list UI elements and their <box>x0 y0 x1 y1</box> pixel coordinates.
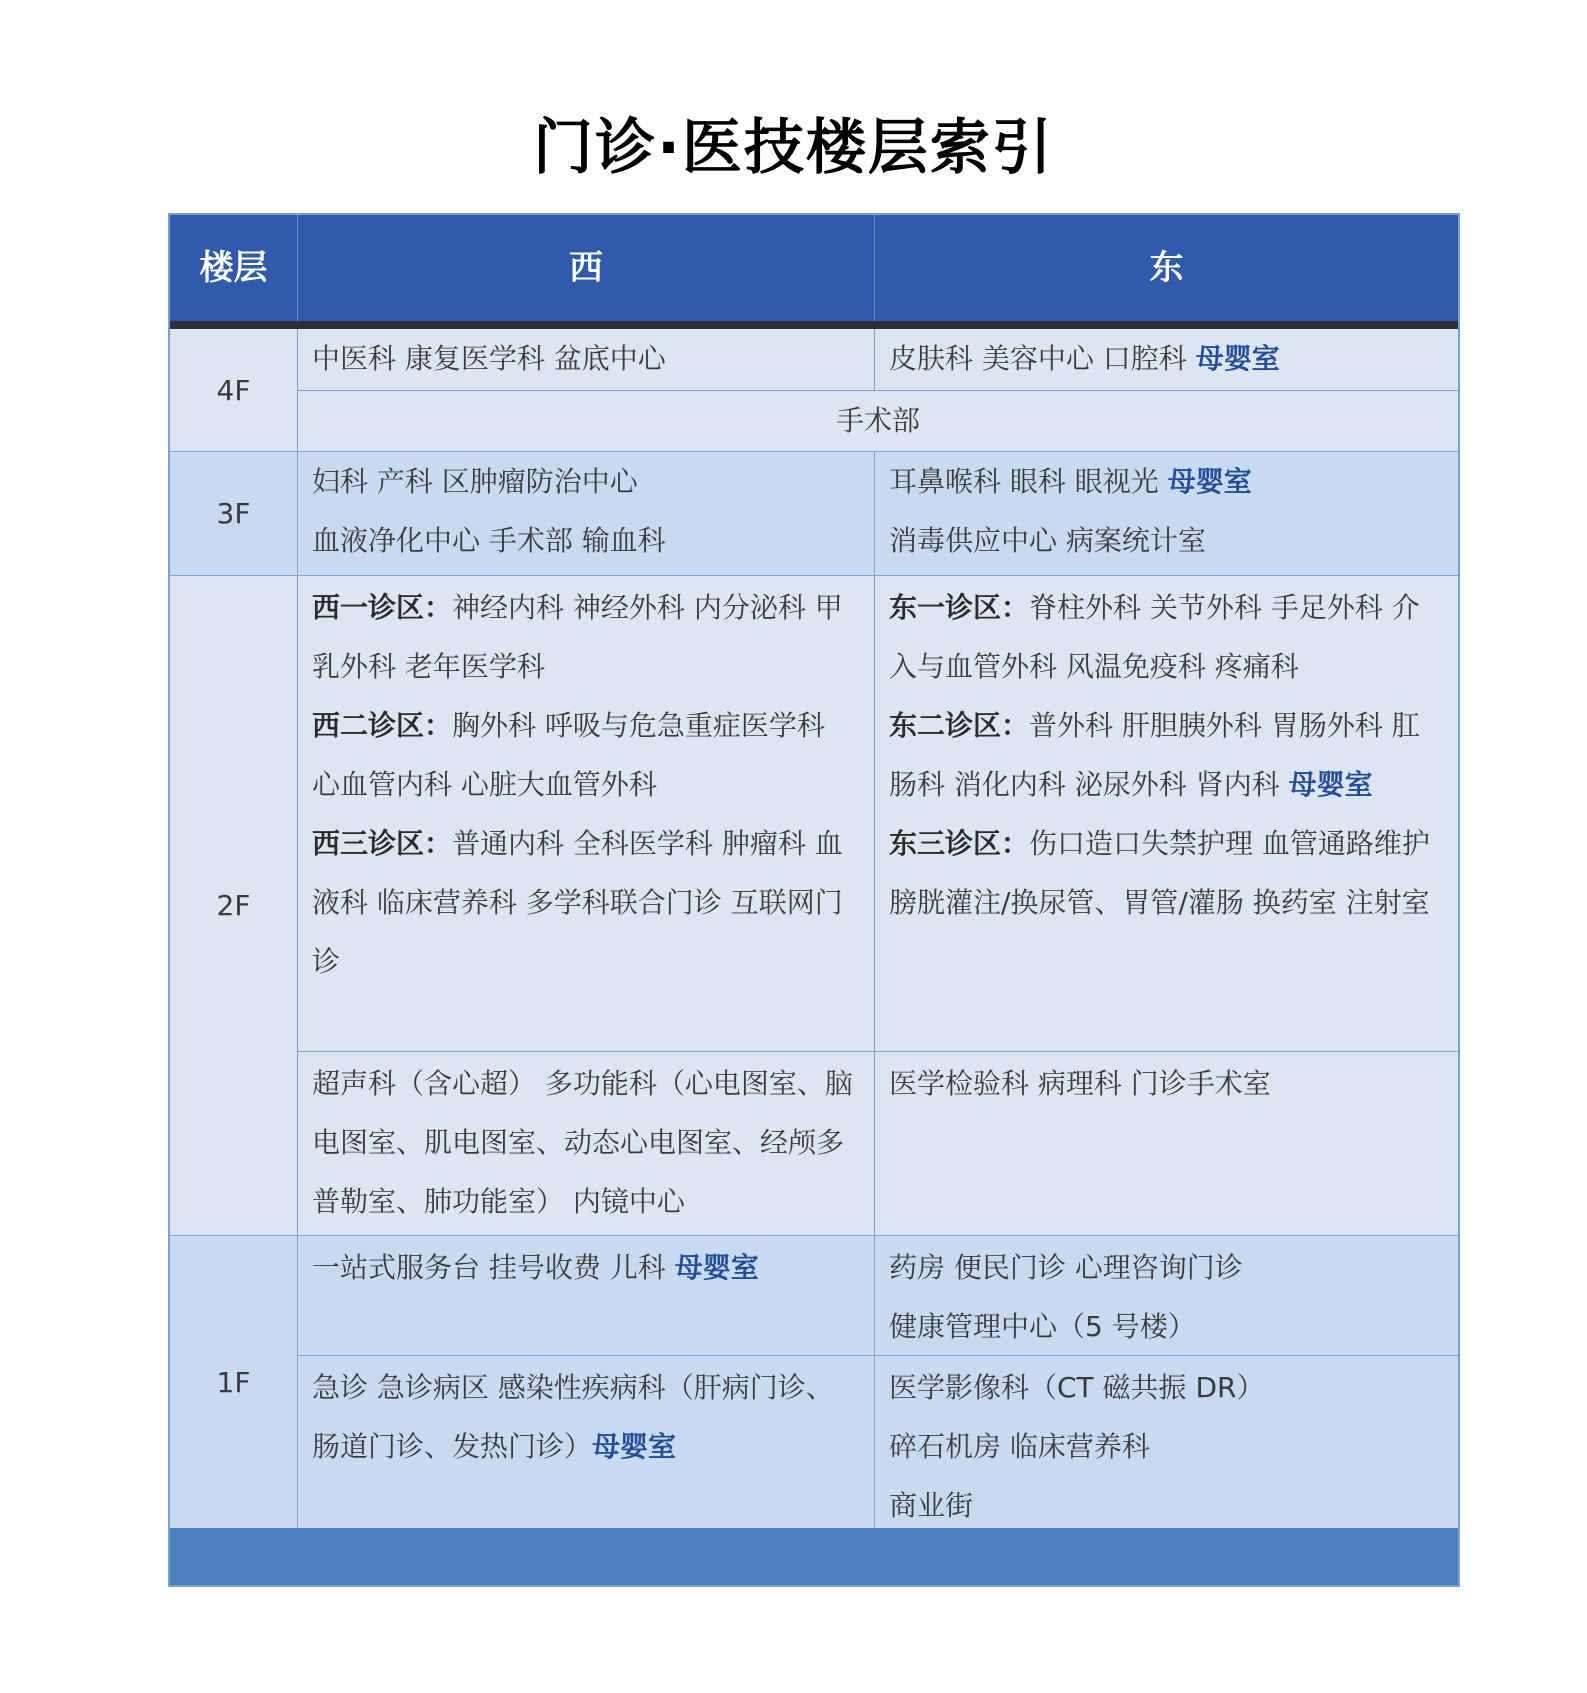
1f-west-upper <box>298 1236 875 1356</box>
1f-west-lower-mom-room: 母婴室 <box>592 1430 677 1463</box>
3f-east <box>875 452 1458 576</box>
1f-east-lower <box>875 1356 1458 1528</box>
2f-west-medtech: 超声科（含心超） 多功能科（心电图室、脑电图室、肌电图室、动态心电图室、经颅多普勒室、肺功能室） 内镜中心 <box>298 1052 875 1236</box>
4f-shared-surgery: 手术部 <box>298 391 1458 452</box>
2f-west-zone2 <box>312 696 860 814</box>
2f-east-medtech: 医学检验科 病理科 门诊手术室 <box>875 1052 1458 1236</box>
1f-east-lower-line2: 碎石机房 临床营养科 <box>889 1430 1150 1463</box>
floor-index-table <box>168 213 1460 1587</box>
4f-west: 中医科 康复医学科 盆底中心 <box>298 329 875 391</box>
3f-east-mom-room: 母婴室 <box>1167 465 1252 498</box>
header-floor: 楼层 <box>170 215 298 321</box>
1f-west-lower <box>298 1356 875 1528</box>
1f-west-lower-depts: 急诊 急诊病区 感染性疾病科（肝病门诊、肠道门诊、发热门诊） <box>312 1371 834 1463</box>
east-zone3-label: 东三诊区： <box>889 827 1030 860</box>
4f-east-mom-room: 母婴室 <box>1195 342 1280 375</box>
floor-label-2f: 2F <box>170 576 298 1236</box>
east-zone2-depts: 普外科 肝胆胰外科 胃肠外科 肛肠科 消化内科 泌尿外科 肾内科 <box>889 709 1420 801</box>
header-rule <box>170 321 1458 329</box>
header-east: 东 <box>875 215 1458 321</box>
3f-west-line2: 血液净化中心 手术部 输血科 <box>312 524 666 557</box>
header-west: 西 <box>298 215 875 321</box>
3f-east-line1 <box>889 452 1444 511</box>
table-footer-bar <box>170 1528 1458 1585</box>
east-zone1-depts: 脊柱外科 关节外科 手足外科 介入与血管外科 风温免疫科 疼痛科 <box>889 591 1420 683</box>
west-zone1-depts: 神经内科 神经外科 内分泌科 甲乳外科 老年医学科 <box>312 591 843 683</box>
1f-east-upper-line1: 药房 便民门诊 心理咨询门诊 <box>889 1251 1243 1284</box>
east-zone3-depts: 伤口造口失禁护理 血管通路维护 膀胱灌注/换尿管、胃管/灌肠 换药室 注射室 <box>889 827 1430 919</box>
2f-east-zone3 <box>889 814 1444 932</box>
2f-east-zone2 <box>889 696 1444 814</box>
1f-east-upper <box>875 1236 1458 1356</box>
2f-west-clinics <box>298 576 875 1052</box>
west-zone2-depts: 胸外科 呼吸与危急重症医学科 心血管内科 心脏大血管外科 <box>312 709 825 801</box>
page-title: 门诊·医技楼层索引 <box>533 113 1054 183</box>
1f-east-lower-line1: 医学影像科（CT 磁共振 DR） <box>889 1371 1265 1404</box>
1f-west-upper-depts: 一站式服务台 挂号收费 儿科 <box>312 1251 666 1284</box>
mom-room-part2: 婴室 <box>1316 768 1373 801</box>
1f-east-lower-line3: 商业街 <box>889 1489 974 1522</box>
west-zone3-label: 西三诊区： <box>312 827 453 860</box>
floor-label-4f: 4F <box>170 329 298 452</box>
2f-west-zone3 <box>312 814 860 991</box>
4f-east-depts: 皮肤科 美容中心 口腔科 <box>889 342 1187 375</box>
west-zone2-label: 西二诊区： <box>312 709 453 742</box>
1f-west-upper-mom-room: 母婴室 <box>674 1251 759 1284</box>
east-zone2-mom-room <box>1289 768 1373 801</box>
floor-label-3f: 3F <box>170 452 298 576</box>
east-zone2-label: 东二诊区： <box>889 709 1030 742</box>
west-zone1-label: 西一诊区： <box>312 591 453 624</box>
3f-west-line1: 妇科 产科 区肿瘤防治中心 <box>312 465 638 498</box>
3f-west <box>298 452 875 576</box>
2f-east-zone1 <box>889 578 1444 696</box>
2f-west-zone1 <box>312 578 860 696</box>
1f-east-upper-line2: 健康管理中心（5 号楼） <box>889 1310 1196 1343</box>
3f-east-line2: 消毒供应中心 病案统计室 <box>889 524 1206 557</box>
4f-east <box>875 329 1458 391</box>
east-zone1-label: 东一诊区： <box>889 591 1030 624</box>
west-zone3-depts: 普通内科 全科医学科 肿瘤科 血液科 临床营养科 多学科联合门诊 互联网门诊 <box>312 827 843 978</box>
3f-east-depts: 耳鼻喉科 眼科 眼视光 <box>889 465 1159 498</box>
mom-room-part1: 母 <box>1288 768 1317 801</box>
2f-east-clinics <box>875 576 1458 1052</box>
floor-label-1f: 1F <box>170 1236 298 1528</box>
